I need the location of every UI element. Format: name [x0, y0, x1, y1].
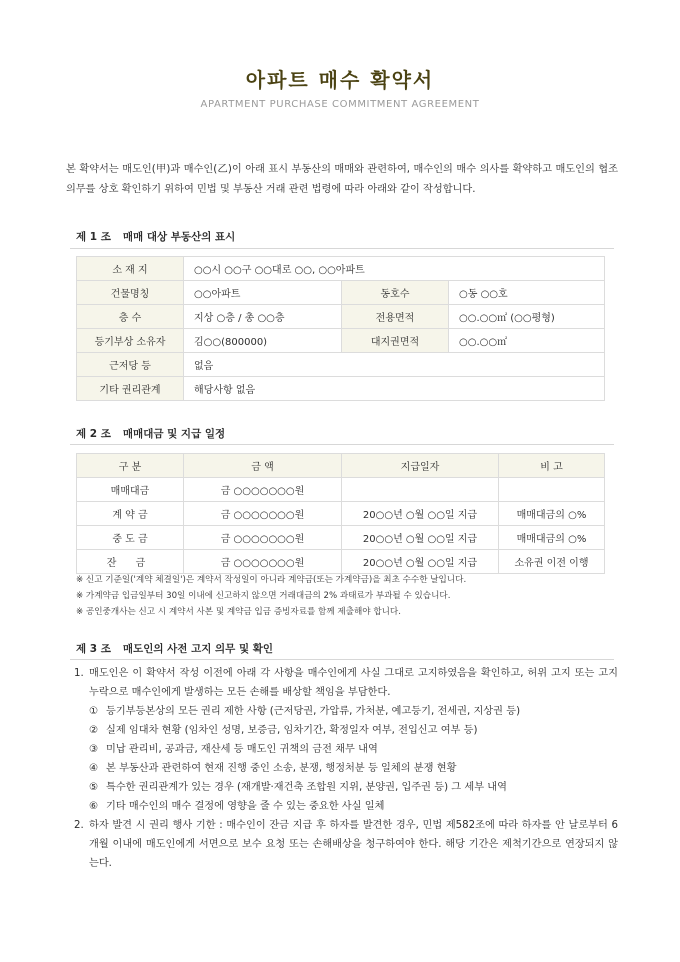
article1-heading — [76, 229, 235, 244]
clause-text: 매도인은 이 확약서 작성 이전에 아래 각 사항을 매수인에게 사실 그대로 고지하였음을 확인하고, 허위 고지 또는 고지 누락으로 매수인에게 발생하는 모든 손해를 배상할 책임을 부담한다. — [89, 668, 618, 698]
sub-item-text: 특수한 권리관계가 있는 경우 (재개발·재건축 조합원 지위, 분양권, 입주권 등) 그 세부 내역 — [106, 782, 507, 793]
other-rights-value: 해당사항 없음 — [184, 377, 605, 401]
clause-item — [76, 816, 618, 873]
owner-label: 등기부상 소유자 — [77, 329, 184, 353]
building-label: 건물명칭 — [77, 281, 184, 305]
article2-number: 제 2 조 — [76, 428, 111, 440]
payment-note — [499, 478, 605, 502]
article1-divider — [70, 248, 614, 249]
payment-amount: 금 ○○○○○○○원 — [184, 502, 342, 526]
article3-number: 제 3 조 — [76, 643, 111, 655]
payment-amount: 금 ○○○○○○○원 — [184, 478, 342, 502]
document-title: 아파트 매수 확약서 — [245, 68, 435, 92]
address-label: 소 재 지 — [77, 257, 184, 281]
table-row — [77, 257, 605, 281]
payment-kind: 매매대금 — [77, 478, 184, 502]
clause-number: 2. — [74, 820, 84, 831]
sub-item — [76, 740, 618, 759]
table-row — [77, 502, 605, 526]
owner-value: 김○○(800000) — [184, 329, 342, 353]
payment-date: 20○○년 ○월 ○○일 지급 — [342, 502, 499, 526]
table-row — [77, 353, 605, 377]
payment-kind: 잔 금 — [77, 550, 184, 574]
area-value: ○○.○○㎡ (○○평형) — [449, 305, 605, 329]
floor-label: 층 수 — [77, 305, 184, 329]
note-item: ※ 신고 기준일('계약 체결일')은 계약서 작성일이 아니라 계약금(또는 가계약금)을 최초 수수한 날입니다. — [76, 575, 467, 585]
land-area-value: ○○.○○㎡ — [449, 329, 605, 353]
property-table — [76, 256, 605, 401]
sub-item-mark: ① — [89, 706, 99, 717]
article3-heading — [76, 641, 273, 656]
table-row — [77, 329, 605, 353]
document-subtitle: APARTMENT PURCHASE COMMITMENT AGREEMENT — [200, 99, 480, 110]
table-row — [77, 305, 605, 329]
payment-kind: 계 약 금 — [77, 502, 184, 526]
payment-note: 소유권 이전 이행 — [499, 550, 605, 574]
column-header-amount: 금 액 — [184, 454, 342, 478]
article3-title: 매도인의 사전 고지 의무 및 확인 — [122, 643, 274, 655]
land-area-label: 대지권면적 — [342, 329, 449, 353]
column-header-note: 비 고 — [499, 454, 605, 478]
sub-item-text: 본 부동산과 관련하여 현재 진행 중인 소송, 분쟁, 행정처분 등 일체의 분쟁 현황 — [106, 763, 457, 774]
sub-item — [76, 721, 618, 740]
floor-value: 지상 ○층 / 총 ○○층 — [184, 305, 342, 329]
sub-item-text: 등기부등본상의 모든 권리 제한 사항 (근저당권, 가압류, 가처분, 예고등기, 전세권, 지상권 등) — [106, 706, 521, 717]
sub-item-mark: ④ — [89, 763, 99, 774]
table-row — [77, 281, 605, 305]
sub-item — [76, 702, 618, 721]
table-row — [77, 550, 605, 574]
clause-item — [76, 664, 618, 702]
sub-item-mark: ③ — [89, 744, 99, 755]
article3-body — [76, 664, 618, 873]
clause-number: 1. — [74, 668, 84, 679]
clause-text: 하자 발견 시 권리 행사 기한 : 매수인이 잔금 지급 후 하자를 발견한 경우, 민법 제582조에 따라 하자를 안 날로부터 6개월 이내에 매도인에게 서면으로 보수 요청 또는 손해배상을 청구하여야 한다. 해당 기간은 제척기간으로 연장되지 않는다. — [89, 820, 618, 869]
mortgage-label: 근저당 등 — [77, 353, 184, 377]
table-row — [77, 478, 605, 502]
sub-item-mark: ⑥ — [89, 801, 99, 812]
sub-item-text: 실제 임대차 현황 (임차인 성명, 보증금, 임차기간, 확정일자 여부, 전입신고 여부 등) — [106, 725, 478, 736]
payment-note: 매매대금의 ○% — [499, 526, 605, 550]
sub-item-text: 미납 관리비, 공과금, 재산세 등 매도인 귀책의 금전 채무 내역 — [106, 744, 378, 755]
sub-item — [76, 778, 618, 797]
note-item: ※ 가계약금 입금일부터 30일 이내에 신고하지 않으면 거래대금의 2% 과태료가 부과될 수 있습니다. — [76, 591, 451, 601]
payment-table — [76, 453, 605, 574]
sub-item-text: 기타 매수인의 매수 결정에 영향을 줄 수 있는 중요한 사실 일체 — [106, 801, 385, 812]
payment-date — [342, 478, 499, 502]
intro-paragraph: 본 확약서는 매도인(甲)과 매수인(乙)이 아래 표시 부동산의 매매와 관련하여, 매수인의 매수 의사를 확약하고 매도인의 협조 의무를 상호 확인하기 위하여 민법 및 부동산 거래 관련 법령에 따라 아래와 같이 작성합니다. — [66, 164, 618, 195]
sub-item — [76, 759, 618, 778]
unit-value: ○동 ○○호 — [449, 281, 605, 305]
payment-note: 매매대금의 ○% — [499, 502, 605, 526]
payment-notes — [76, 572, 616, 620]
other-rights-label: 기타 권리관계 — [77, 377, 184, 401]
article2-divider — [70, 444, 614, 445]
sub-item-mark: ② — [89, 725, 99, 736]
payment-date: 20○○년 ○월 ○○일 지급 — [342, 550, 499, 574]
area-label: 전용면적 — [342, 305, 449, 329]
note-item: ※ 공인중개사는 신고 시 계약서 사본 및 계약금 입금 증빙자료를 함께 제출해야 합니다. — [76, 607, 401, 617]
article3-divider — [70, 659, 614, 660]
unit-label: 동호수 — [342, 281, 449, 305]
payment-amount: 금 ○○○○○○○원 — [184, 526, 342, 550]
payment-date: 20○○년 ○월 ○○일 지급 — [342, 526, 499, 550]
table-row — [77, 526, 605, 550]
article2-title: 매매대금 및 지급 일정 — [122, 428, 226, 440]
table-header-row — [77, 454, 605, 478]
payment-kind: 중 도 금 — [77, 526, 184, 550]
sub-item-mark: ⑤ — [89, 782, 99, 793]
article1-title: 매매 대상 부동산의 표시 — [122, 231, 236, 243]
column-header-date: 지급일자 — [342, 454, 499, 478]
article2-heading — [76, 426, 225, 441]
column-header-kind: 구 분 — [77, 454, 184, 478]
address-value: ○○시 ○○구 ○○대로 ○○, ○○아파트 — [184, 257, 605, 281]
building-value: ○○아파트 — [184, 281, 342, 305]
mortgage-value: 없음 — [184, 353, 605, 377]
article1-number: 제 1 조 — [76, 231, 111, 243]
payment-amount: 금 ○○○○○○○원 — [184, 550, 342, 574]
table-row — [77, 377, 605, 401]
sub-item — [76, 797, 618, 816]
